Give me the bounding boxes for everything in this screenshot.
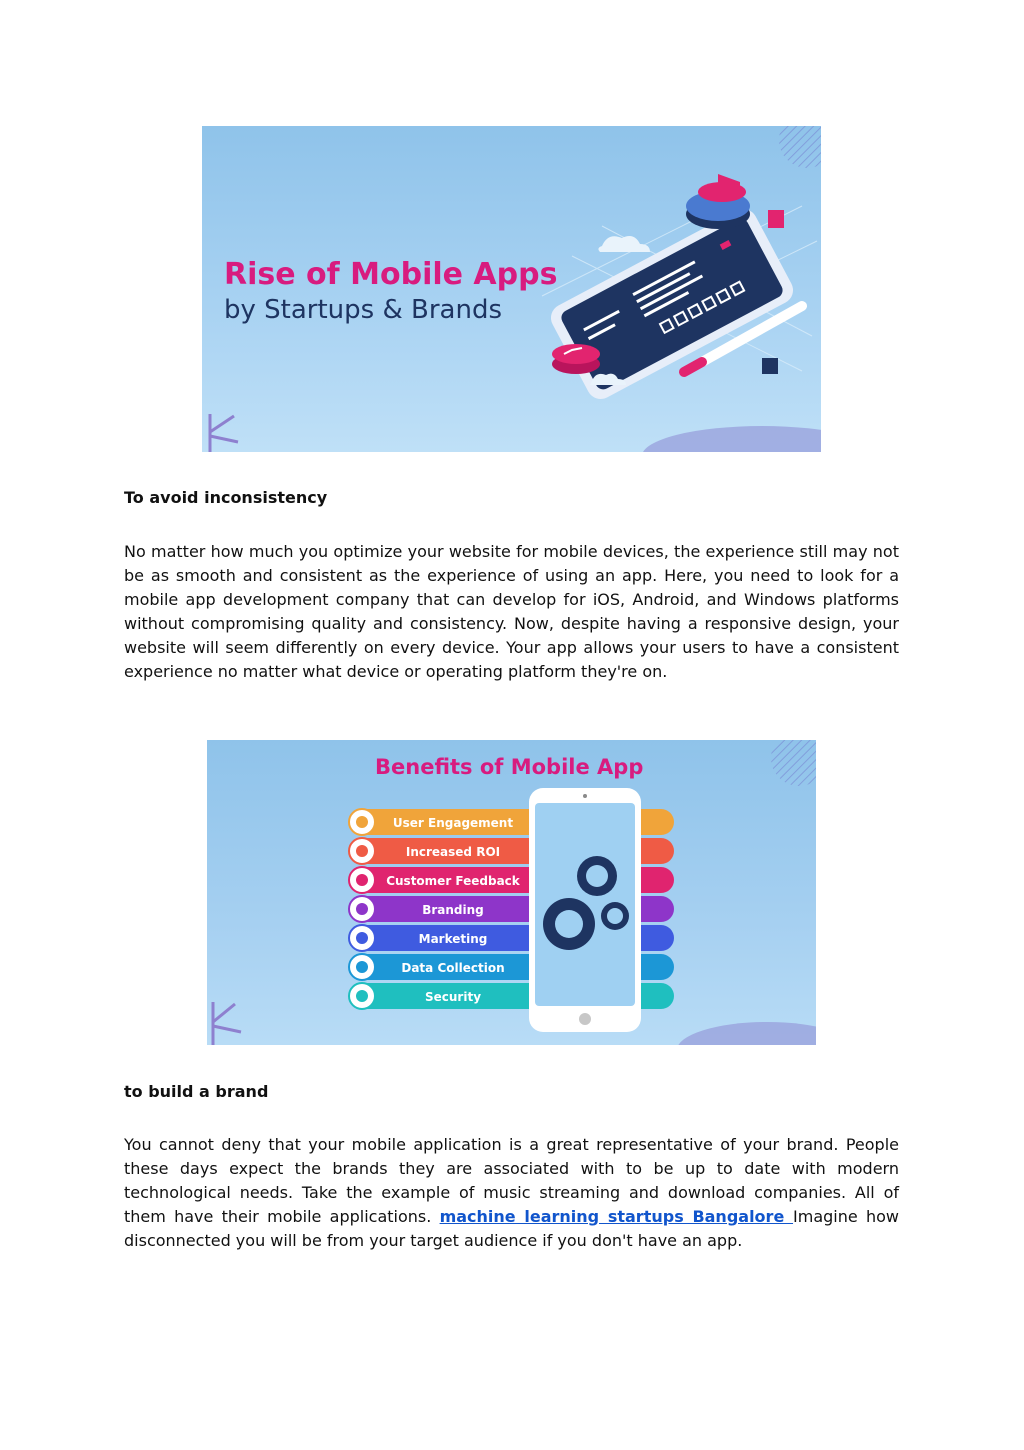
benefit-label: Security — [424, 990, 482, 1004]
section-heading-brand: to build a brand — [124, 1082, 269, 1101]
benefit-label: Increased ROI — [405, 845, 501, 859]
figure1-title-line2: by Startups & Brands — [224, 295, 502, 325]
figure2-title: Benefits of Mobile App — [375, 755, 644, 779]
benefits-chart — [207, 740, 816, 1045]
rise-of-mobile-apps-image — [202, 126, 821, 452]
benefit-label: Branding — [422, 903, 484, 917]
machine-learning-startups-link[interactable]: machine learning startups Bangalore — [439, 1207, 794, 1226]
section-paragraph-consistency: No matter how much you optimize your website for mobile devices, the experience still may not be as smooth and consistent as the experience of using an app. Here, you need to look for a mobile app development company that can develop for iOS, Android, and Windows platforms without compromising quality and consistency. Now, despite having a responsive design, your website will seem differently on every device. Your app allows your users to have a consistent experience no matter what device or operating platform they're on. — [124, 542, 899, 681]
benefit-icon-glyph — [356, 845, 368, 857]
brand-paragraph-text: You cannot deny that your mobile application is a great representative of your brand. People these days expect the brands they are associated with to be up to date with modern technological needs. Take the example of music streaming and download companies. All of them have their mobile applications. — [124, 1135, 899, 1226]
benefit-label: User Engagement — [392, 816, 514, 830]
benefit-icon-glyph — [356, 874, 368, 886]
benefit-icon-glyph — [356, 932, 368, 944]
benefits-of-mobile-app-image — [207, 740, 816, 1045]
burst-icon — [210, 414, 238, 452]
benefit-label: Customer Feedback — [386, 874, 520, 888]
figure1-title-line1: Rise of Mobile Apps — [224, 257, 558, 292]
benefit-label: Data Collection — [401, 961, 505, 975]
benefit-icon-glyph — [356, 961, 368, 973]
burst-icon — [213, 1002, 241, 1045]
benefit-icon-glyph — [356, 903, 368, 915]
section-paragraph-brand — [124, 1133, 899, 1253]
phone-illustration — [529, 788, 641, 1032]
illustration-art — [202, 126, 821, 452]
benefit-icon-glyph — [356, 990, 368, 1002]
benefit-label: Marketing — [418, 932, 488, 946]
benefit-icon-glyph — [356, 816, 368, 828]
brand-paragraph-text-end: Imagine how disconnected you will be from your target audience if you don't have an app. — [124, 1207, 899, 1250]
section-heading-consistency: To avoid inconsistency — [124, 488, 328, 507]
